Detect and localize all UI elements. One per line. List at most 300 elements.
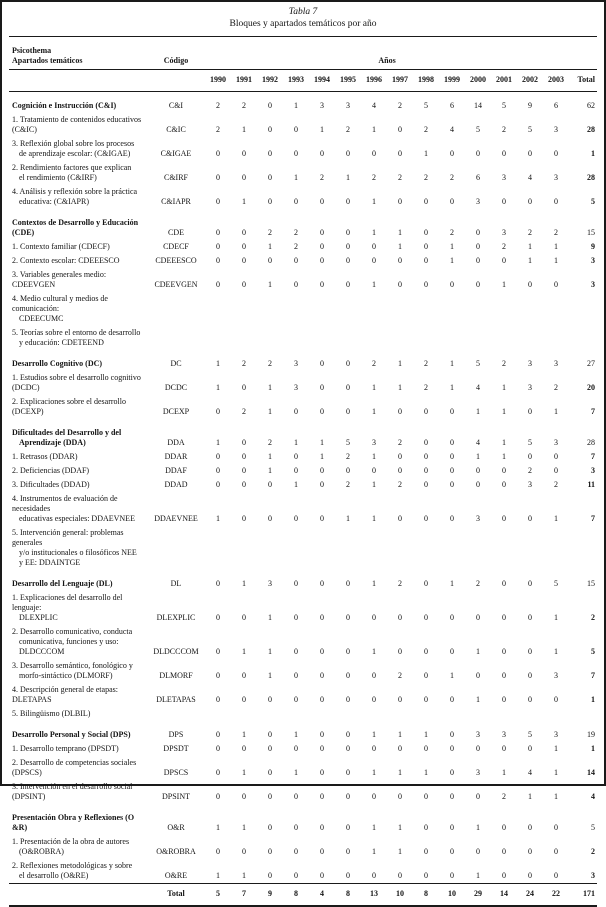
year-value-cell: 0	[554, 823, 559, 832]
row-label-line: 2. Contexto escolar: CDEEESCO	[12, 256, 120, 265]
year-value-cell: 1	[554, 242, 559, 251]
year-value-cell: 1	[502, 768, 506, 777]
column-header-codigo: Código	[147, 37, 205, 70]
year-value-cell: 3	[294, 383, 298, 392]
year-value-cell: 0	[346, 730, 350, 739]
year-value-cell: 0	[216, 792, 220, 801]
year-value-cell: 0	[450, 197, 454, 206]
year-value-cell: 0	[294, 871, 298, 880]
year-value-cell: 0	[450, 480, 454, 489]
total-year-cell: 8	[283, 884, 309, 907]
totals-label: Total	[147, 884, 205, 907]
year-value-cell: 1	[268, 383, 272, 392]
year-value-cell: 0	[398, 256, 402, 265]
year-value-cell: 0	[398, 280, 402, 289]
row-code-cell	[147, 526, 205, 570]
table-row	[9, 859, 597, 884]
row-label-line: Dificultades del Desarrollo y del	[12, 428, 122, 437]
row-code-cell: CDEEESCO	[155, 256, 197, 265]
year-value-cell: 0	[450, 149, 454, 158]
year-value-cell: 1	[242, 125, 246, 134]
year-value-cell: 0	[294, 695, 298, 704]
year-value-cell: 3	[554, 125, 559, 134]
table-row	[9, 113, 597, 137]
year-value-cell: 0	[216, 452, 220, 461]
year-value-cell: 0	[242, 452, 246, 461]
year-value-cell: 0	[268, 197, 272, 206]
row-label-line: DLDCCCOM	[19, 647, 65, 656]
year-value-cell: 0	[346, 280, 350, 289]
year-value-cell: 0	[320, 407, 324, 416]
year-value-cell: 1	[242, 823, 246, 832]
year-value-cell	[465, 326, 491, 350]
year-value-cell: 1	[476, 647, 480, 656]
row-label-cell	[9, 185, 147, 209]
year-value-cell	[413, 292, 439, 326]
year-value-cell: 0	[346, 613, 350, 622]
table-row	[9, 268, 597, 292]
year-value-cell: 2	[242, 407, 246, 416]
row-code-cell: DDAD	[164, 480, 188, 489]
year-value-cell: 0	[242, 480, 246, 489]
year-value-cell: 0	[554, 871, 559, 880]
row-label-line: 2. Desarrollo de competencias sociales (DPSCS)	[12, 758, 137, 777]
year-value-cell: 0	[268, 173, 272, 182]
year-value-cell: 0	[346, 242, 350, 251]
year-value-cell: 0	[528, 823, 532, 832]
year-value-cell: 0	[424, 407, 428, 416]
year-value-cell: 2	[528, 228, 532, 237]
year-value-cell	[491, 526, 517, 570]
row-total-cell: 3	[591, 466, 595, 475]
row-label-line: 5. Intervención general: problemas generales	[12, 528, 124, 547]
year-value-cell: 1	[528, 792, 532, 801]
year-value-cell: 2	[450, 173, 454, 182]
year-column-header: 1991	[231, 70, 257, 92]
row-code-cell: CDEEVGEN	[154, 280, 198, 289]
row-label-line: 1. Desarrollo temprano (DPSDT)	[12, 744, 119, 753]
row-code-cell	[147, 292, 205, 326]
year-value-cell: 0	[294, 452, 298, 461]
year-value-cell: 3	[476, 768, 480, 777]
year-value-cell: 2	[502, 359, 506, 368]
row-total-cell: 7	[591, 407, 595, 416]
row-label-cell	[9, 240, 147, 254]
row-total-cell: 9	[591, 242, 595, 251]
year-value-cell: 0	[294, 671, 298, 680]
year-value-cell: 0	[346, 768, 350, 777]
section-header-row	[9, 804, 597, 835]
year-value-cell: 0	[346, 407, 350, 416]
year-value-cell: 0	[450, 647, 454, 656]
year-value-cell: 0	[242, 671, 246, 680]
row-label-line: Cognición e Instrucción (C&I)	[12, 101, 117, 110]
year-value-cell	[413, 326, 439, 350]
year-value-cell: 1	[528, 242, 532, 251]
year-value-cell: 2	[216, 101, 220, 110]
year-value-cell: 0	[216, 647, 220, 656]
row-label-line: educativas especiales: DDAEVNEE	[19, 514, 135, 523]
year-value-cell: 2	[424, 383, 428, 392]
year-value-cell	[231, 292, 257, 326]
year-value-cell: 0	[502, 695, 506, 704]
row-label-line: Desarrollo del Lenguaje (DL)	[12, 579, 113, 588]
year-value-cell: 0	[242, 280, 246, 289]
year-value-cell: 0	[372, 149, 376, 158]
year-value-cell: 0	[346, 256, 350, 265]
row-label-cell	[9, 137, 147, 161]
year-value-cell: 0	[502, 514, 506, 523]
row-total-cell	[569, 326, 597, 350]
year-value-cell: 1	[372, 280, 376, 289]
year-value-cell: 0	[476, 744, 480, 753]
row-label-line: 3. Desarrollo semántico, fonológico y	[12, 661, 133, 670]
row-label-line: morfo-sintáctico (DLMORF)	[19, 671, 113, 680]
year-value-cell: 0	[294, 647, 298, 656]
table-row	[9, 625, 597, 659]
year-value-cell: 1	[398, 730, 402, 739]
year-value-cell: 1	[346, 173, 350, 182]
year-value-cell: 1	[294, 768, 298, 777]
year-value-cell: 0	[320, 871, 324, 880]
row-code-cell: DLMORF	[159, 671, 193, 680]
year-value-cell: 0	[346, 695, 350, 704]
row-total-cell: 5	[591, 197, 595, 206]
year-value-cell: 0	[372, 242, 376, 251]
year-value-cell: 1	[268, 280, 272, 289]
year-value-cell	[387, 707, 413, 721]
row-total-cell: 28	[587, 125, 595, 134]
year-column-header: 2001	[491, 70, 517, 92]
year-value-cell	[517, 707, 543, 721]
year-value-cell: 0	[320, 823, 324, 832]
year-value-cell: 0	[268, 125, 272, 134]
year-value-cell: 0	[320, 695, 324, 704]
year-value-cell: 1	[372, 647, 376, 656]
table-row	[9, 137, 597, 161]
year-value-cell: 6	[450, 101, 454, 110]
year-value-cell: 0	[268, 480, 272, 489]
year-value-cell: 0	[398, 744, 402, 753]
year-value-cell: 1	[372, 514, 376, 523]
row-label-cell	[9, 209, 147, 240]
year-value-cell	[231, 326, 257, 350]
year-value-cell: 0	[216, 173, 220, 182]
year-value-cell: 0	[242, 173, 246, 182]
row-code-cell: DLEXPLIC	[156, 613, 196, 622]
year-value-cell: 0	[450, 871, 454, 880]
year-value-cell: 4	[476, 438, 480, 447]
table-row	[9, 240, 597, 254]
year-column-header: 2002	[517, 70, 543, 92]
total-year-cell: 8	[335, 884, 361, 907]
year-value-cell: 0	[268, 149, 272, 158]
row-label-cell	[9, 350, 147, 371]
year-value-cell: 0	[372, 695, 376, 704]
spacer-cell	[147, 70, 205, 92]
year-value-cell: 0	[424, 228, 428, 237]
year-value-cell: 0	[476, 242, 480, 251]
year-value-cell: 0	[424, 792, 428, 801]
year-value-cell	[517, 292, 543, 326]
year-value-cell: 0	[424, 847, 428, 856]
year-value-cell: 1	[450, 671, 454, 680]
year-value-cell	[465, 707, 491, 721]
year-value-cell: 1	[294, 730, 298, 739]
year-value-cell: 0	[320, 514, 324, 523]
year-column-header: 1995	[335, 70, 361, 92]
year-value-cell: 3	[294, 359, 298, 368]
row-total-cell: 15	[587, 579, 595, 588]
year-value-cell: 0	[294, 149, 298, 158]
year-value-cell: 0	[502, 256, 506, 265]
row-label-line: Presentación Obra y Reflexiones (O &R)	[12, 813, 135, 832]
row-label-cell	[9, 464, 147, 478]
year-value-cell: 0	[450, 514, 454, 523]
year-value-cell: 0	[320, 383, 324, 392]
year-value-cell: 0	[346, 359, 350, 368]
year-value-cell	[309, 526, 335, 570]
year-value-cell: 0	[320, 768, 324, 777]
year-value-cell: 1	[216, 871, 220, 880]
year-value-cell: 0	[398, 466, 402, 475]
table-row	[9, 659, 597, 683]
year-value-cell	[543, 292, 569, 326]
year-value-cell: 0	[528, 647, 532, 656]
year-value-cell: 0	[320, 228, 324, 237]
year-value-cell: 0	[554, 280, 559, 289]
year-value-cell: 0	[476, 613, 480, 622]
year-value-cell	[439, 326, 465, 350]
year-value-cell: 2	[502, 792, 506, 801]
year-value-cell: 1	[268, 647, 272, 656]
row-label-cell	[9, 268, 147, 292]
row-code-cell: CDECF	[163, 242, 189, 251]
year-value-cell: 0	[242, 613, 246, 622]
year-value-cell: 2	[476, 579, 480, 588]
year-value-cell: 1	[216, 514, 220, 523]
row-label-cell	[9, 492, 147, 526]
year-value-cell	[361, 292, 387, 326]
table-row	[9, 464, 597, 478]
year-value-cell: 3	[268, 579, 272, 588]
year-value-cell: 1	[554, 613, 559, 622]
year-value-cell: 2	[294, 242, 298, 251]
year-value-cell: 0	[450, 280, 454, 289]
row-total-cell	[569, 526, 597, 570]
year-value-cell: 3	[502, 730, 506, 739]
year-value-cell: 0	[346, 871, 350, 880]
year-value-cell: 4	[476, 383, 480, 392]
year-value-cell: 1	[268, 613, 272, 622]
year-value-cell: 5	[528, 438, 532, 447]
year-value-cell	[465, 526, 491, 570]
year-value-cell: 1	[242, 730, 246, 739]
row-label-cell	[9, 591, 147, 625]
year-value-cell: 0	[320, 671, 324, 680]
year-value-cell: 0	[398, 514, 402, 523]
table-row	[9, 742, 597, 756]
year-value-cell: 1	[372, 407, 376, 416]
row-label-line: 3. Variables generales medio: CDEEVGEN	[12, 270, 107, 289]
year-value-cell: 0	[372, 613, 376, 622]
year-value-cell: 1	[268, 242, 272, 251]
year-value-cell: 1	[424, 149, 428, 158]
year-value-cell: 0	[346, 149, 350, 158]
year-value-cell: 0	[216, 613, 220, 622]
year-value-cell: 0	[424, 671, 428, 680]
year-value-cell: 0	[502, 613, 506, 622]
year-value-cell: 0	[346, 466, 350, 475]
year-value-cell: 2	[346, 452, 350, 461]
year-value-cell: 3	[346, 101, 350, 110]
row-label-line: 5. Teorías sobre el entorno de desarrollo	[12, 328, 141, 337]
year-value-cell: 0	[476, 256, 480, 265]
year-value-cell: 0	[372, 744, 376, 753]
year-value-cell: 0	[476, 466, 480, 475]
row-label-cell	[9, 859, 147, 884]
header-psicothema: Psicothema	[12, 46, 52, 55]
row-label-cell	[9, 326, 147, 350]
year-value-cell: 1	[216, 359, 220, 368]
year-value-cell: 0	[216, 466, 220, 475]
year-value-cell: 0	[450, 452, 454, 461]
year-value-cell: 1	[268, 407, 272, 416]
year-value-cell	[517, 326, 543, 350]
section-header-row	[9, 350, 597, 371]
table-row	[9, 292, 597, 326]
total-year-cell: 29	[465, 884, 491, 907]
year-value-cell: 0	[554, 847, 559, 856]
year-value-cell: 0	[424, 647, 428, 656]
year-value-cell: 0	[424, 579, 428, 588]
year-value-cell: 0	[294, 197, 298, 206]
year-value-cell: 0	[502, 579, 506, 588]
row-total-cell	[569, 292, 597, 326]
year-value-cell	[335, 526, 361, 570]
year-value-cell: 3	[476, 730, 480, 739]
row-code-cell: DCDC	[164, 383, 188, 392]
year-value-cell: 0	[294, 613, 298, 622]
year-value-cell: 0	[502, 671, 506, 680]
year-value-cell: 1	[398, 383, 402, 392]
totals-row	[9, 884, 597, 907]
year-value-cell: 5	[424, 101, 428, 110]
grand-total: 171	[569, 884, 597, 907]
year-value-cell: 0	[216, 480, 220, 489]
row-code-cell: DC	[170, 359, 182, 368]
year-value-cell: 0	[424, 256, 428, 265]
year-value-cell: 1	[528, 256, 532, 265]
year-value-cell: 1	[554, 647, 559, 656]
row-total-cell: 1	[591, 695, 595, 704]
year-value-cell: 1	[372, 383, 376, 392]
row-code-cell: C&IC	[166, 125, 186, 134]
year-value-cell: 0	[450, 730, 454, 739]
year-value-cell: 2	[268, 438, 272, 447]
year-value-cell: 1	[502, 383, 506, 392]
year-value-cell: 0	[450, 613, 454, 622]
year-value-cell: 0	[476, 480, 480, 489]
row-label-line: CDEECUMC	[19, 314, 64, 323]
column-header-total: Total	[569, 70, 597, 92]
year-value-cell: 0	[398, 613, 402, 622]
year-value-cell	[465, 292, 491, 326]
row-total-cell: 28	[587, 173, 595, 182]
row-label-cell	[9, 780, 147, 804]
year-value-cell: 0	[476, 847, 480, 856]
year-value-cell: 0	[502, 871, 506, 880]
row-label-cell	[9, 450, 147, 464]
year-value-cell: 2	[294, 228, 298, 237]
year-value-cell: 2	[398, 173, 402, 182]
row-label-line: 1. Presentación de la obra de autores	[12, 837, 130, 846]
year-value-cell: 0	[502, 480, 506, 489]
year-value-cell: 0	[346, 383, 350, 392]
year-value-cell: 1	[268, 452, 272, 461]
row-label-cell	[9, 625, 147, 659]
year-value-cell: 3	[476, 197, 480, 206]
year-value-cell: 0	[320, 613, 324, 622]
year-value-cell: 0	[424, 514, 428, 523]
year-value-cell: 2	[268, 228, 272, 237]
year-value-cell: 0	[346, 647, 350, 656]
year-value-cell: 4	[372, 101, 376, 110]
year-value-cell: 0	[450, 768, 454, 777]
year-value-cell: 0	[398, 125, 402, 134]
row-label-line: educativa: (C&IAPR)	[19, 197, 89, 206]
year-value-cell: 0	[242, 256, 246, 265]
row-label-line: el desarrollo (O&RE)	[19, 871, 89, 880]
year-value-cell	[387, 292, 413, 326]
year-value-cell: 1	[476, 823, 480, 832]
row-total-cell: 1	[591, 744, 595, 753]
year-value-cell	[257, 707, 283, 721]
row-label-line: 1. Retrasos (DDAR)	[12, 452, 78, 461]
year-value-cell: 0	[294, 466, 298, 475]
total-year-cell: 14	[491, 884, 517, 907]
row-label-cell	[9, 570, 147, 591]
year-value-cell: 0	[294, 125, 298, 134]
year-value-cell: 0	[294, 823, 298, 832]
year-value-cell: 2	[450, 228, 454, 237]
year-value-cell	[543, 526, 569, 570]
year-value-cell: 1	[424, 730, 428, 739]
year-value-cell: 0	[320, 256, 324, 265]
year-value-cell: 1	[320, 125, 324, 134]
year-value-cell: 0	[346, 228, 350, 237]
year-value-cell: 0	[528, 579, 532, 588]
section-header-row	[9, 419, 597, 450]
year-value-cell: 1	[476, 407, 480, 416]
year-value-cell: 0	[346, 823, 350, 832]
year-value-cell: 0	[424, 695, 428, 704]
row-code-cell	[147, 326, 205, 350]
year-value-cell: 2	[502, 242, 506, 251]
year-value-cell: 0	[346, 744, 350, 753]
row-code-cell: DL	[170, 579, 182, 588]
year-value-cell: 1	[372, 197, 376, 206]
year-value-cell: 0	[398, 407, 402, 416]
year-value-cell: 0	[320, 744, 324, 753]
year-value-cell: 3	[554, 730, 559, 739]
year-value-cell: 1	[320, 438, 324, 447]
year-value-cell: 0	[320, 480, 324, 489]
row-code-cell: O&R	[167, 823, 185, 832]
year-value-cell: 0	[424, 744, 428, 753]
year-value-cell: 0	[216, 197, 220, 206]
year-value-cell: 0	[424, 613, 428, 622]
